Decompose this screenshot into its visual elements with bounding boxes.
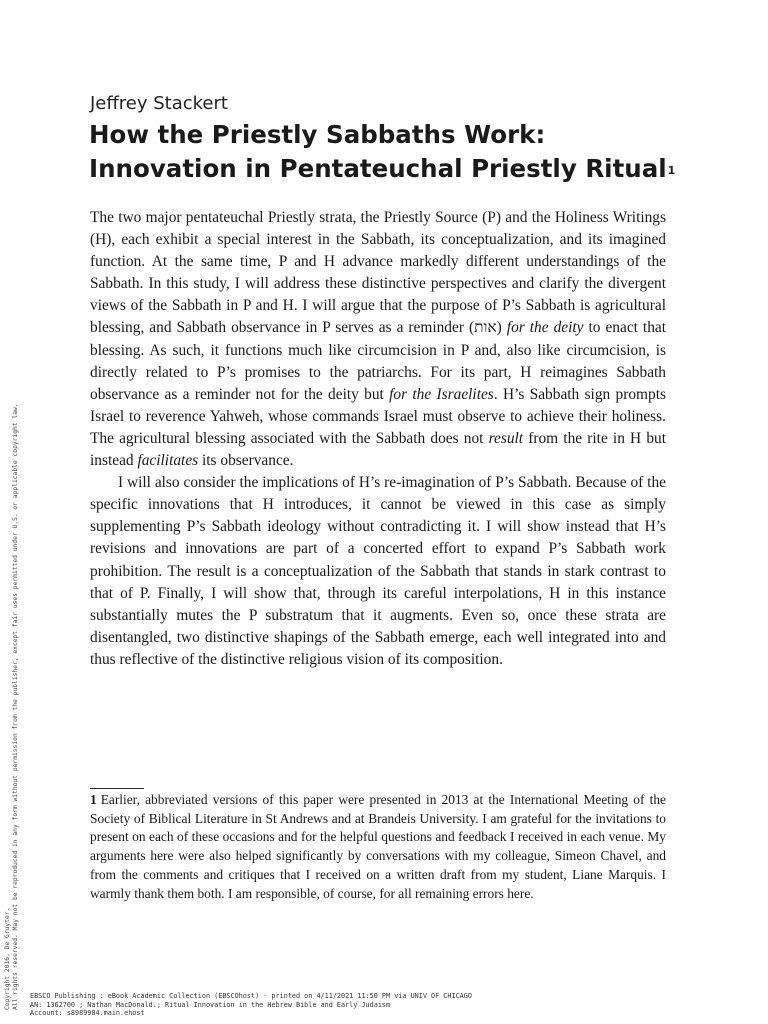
copyright-line-2: All rights reserved. May not be reproduced in any form without permission from the publisher, except fair uses permitted under U.S. or applicable copyright law.	[12, 403, 19, 1010]
p1-emphasis-for-the-deity: for the deity	[506, 319, 584, 337]
article-title	[89, 118, 709, 186]
footnote-text: Earlier, abbreviated versions of this paper were presented in 2013 at the International Meeting of the Society of Biblical Literature in St Andrews and at Brandeis University. I am grateful for the invitations to present on each of these occasions and for the helpful questions and feedback I received in each venue. My arguments here were also helped significantly by conversations with my colleague, Simeon Chavel, and from the comments and critiques that I received on a written draft from my student, Liane Marquis. I warmly thank them both. I am responsible, of course, for all remaining errors here.	[90, 792, 666, 901]
p1-emphasis-facilitates: facilitates	[137, 452, 199, 470]
title-line-2	[89, 152, 709, 186]
footnote	[90, 791, 666, 903]
ebsco-print-footer	[30, 992, 630, 1018]
author-name: Jeffrey Stackert	[90, 93, 228, 114]
paragraph-2: I will also consider the implications of H’s re-imagination of P’s Sabbath. Because of the specific innovations that H introduces, it cannot be viewed in this case as simply supplementing P’s Sabbath ideology without contradicting it. I will show instead that H’s revisions and innovations are part of a concerted effort to expand P’s Sabbath work prohibition. The result is a conceptualization of the Sabbath that stands in stark contrast to that of P. Finally, I will show that, through its careful interpolations, H in this instance substantially mutes the P substratum that it augments. Even so, once these strata are disentangled, two distinctive shapings of the Sabbath emerge, each well integrated into and thus reflective of the distinctive religious vision of its composition.	[90, 474, 666, 668]
title-line-1: How the Priestly Sabbaths Work:	[89, 120, 546, 149]
article-body	[90, 207, 666, 671]
p1-text-d: from the rite in H but instead	[90, 429, 666, 470]
ebsco-line-1: EBSCO Publishing : eBook Academic Collection (EBSCOhost) - printed on 4/11/2021 11:50 PM via UNIV OF CHICAGO	[30, 992, 472, 1000]
p1-text-e: its observance.	[198, 452, 294, 470]
p1-emphasis-result: result	[488, 429, 524, 447]
footnote-number: 1	[90, 792, 97, 807]
ebsco-line-2: AN: 1362700 ; Nathan MacDonald.; Ritual Innovation in the Hebrew Bible and Early Judaism	[30, 1000, 391, 1009]
footnote-divider	[90, 788, 144, 789]
p1-text-a: The two major pentateuchal Priestly strata, the Priestly Source (P) and the Holiness Writings (H), each exhibit a special interest in the Sabbath, its conceptualization, and its imagined function. At the same time, P and H advance markedly different understandings of the Sabbath. In this study, I will address these distinctive perspectives and clarify the divergent views of the Sabbath in P and H. I will argue that the purpose of P’s Sabbath is agricultural blessing, and Sabbath observance in P serves as a reminder (אות)	[90, 209, 666, 337]
title-line-2-text: Innovation in Pentateuchal Priestly Ritual	[89, 154, 667, 183]
p1-emphasis-for-the-israelites: for the Israelites	[389, 385, 494, 403]
copyright-margin-notice	[4, 330, 20, 1010]
paragraph-1	[90, 207, 666, 472]
p1-text-c: . H’s Sabbath sign prompts Israel to reverence Yahweh, whose commands Israel must observe to achieve their holiness. The agricultural blessing associated with the Sabbath does not	[90, 385, 666, 447]
copyright-line-1: Copyright 2016. De Gruyter.	[4, 907, 11, 1010]
ebsco-line-3: Account: s8989984.main.ehost	[30, 1009, 145, 1017]
title-footnote-mark[interactable]: 1	[667, 164, 676, 177]
p1-text-b: to enact that blessing. As such, it functions much like circumcision in P and, also like circumcision, is directly related to P’s promises to the patriarchs. For its part, H reimagines Sabbath observance as a reminder not for the deity but	[90, 319, 667, 403]
